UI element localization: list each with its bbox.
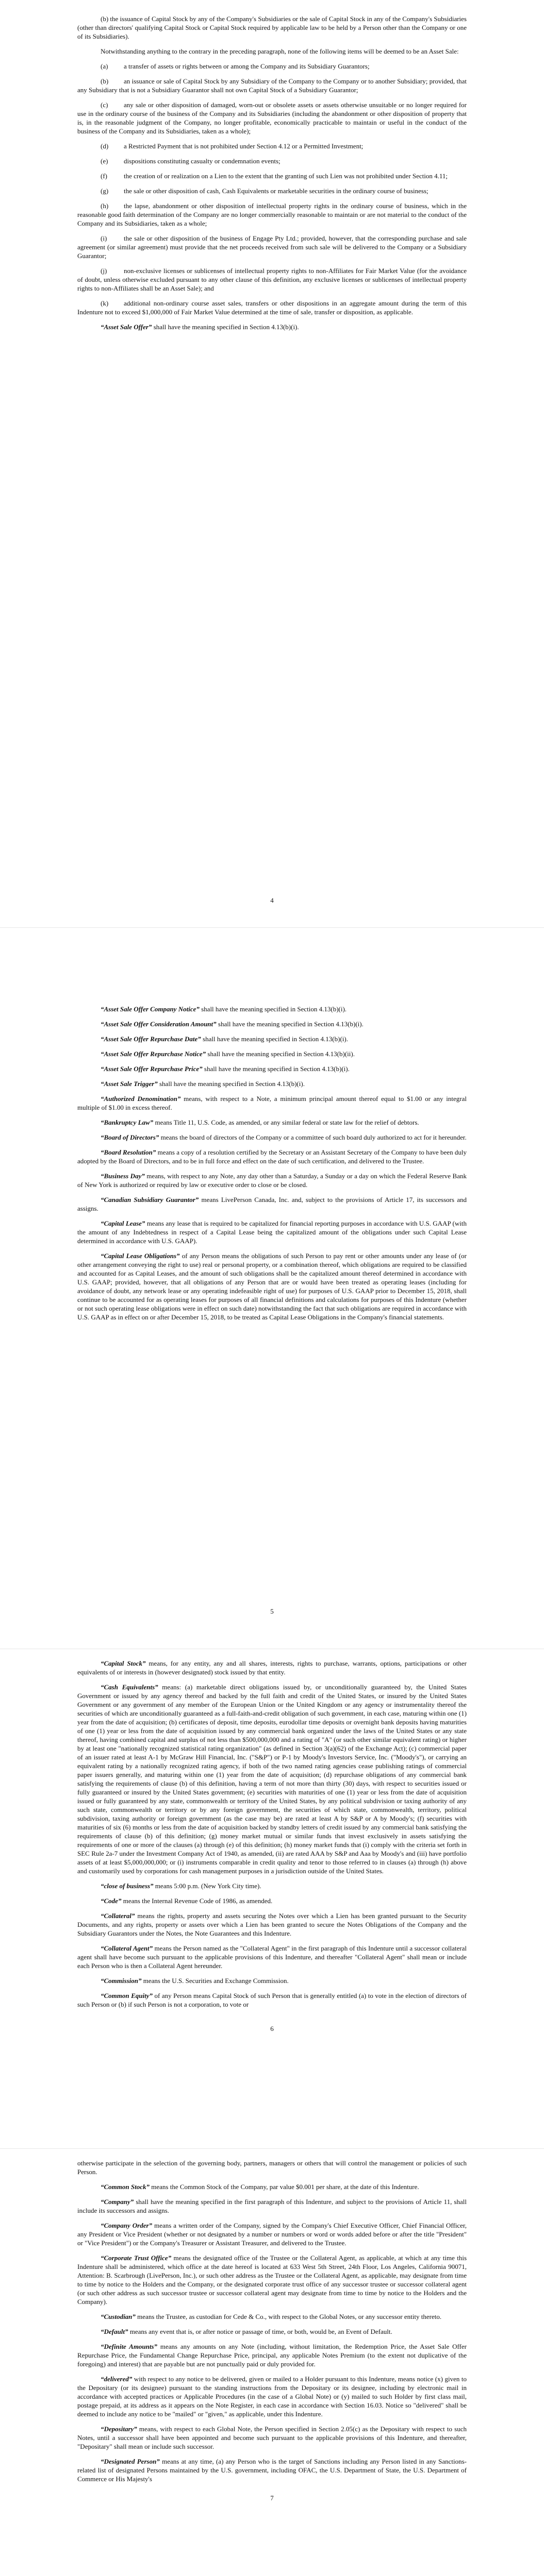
definition-paragraph xyxy=(77,1991,467,2009)
defined-term: “Asset Sale Offer Repurchase Date” xyxy=(101,1035,201,1043)
defined-term: “Company Order” xyxy=(101,2222,153,2229)
list-item xyxy=(77,187,467,195)
item-label: (e) xyxy=(101,157,108,165)
list-item xyxy=(77,299,467,316)
definition-text: means, for any entity, any and all shares, interests, rights to purchase, warrants, options, participations or other equivalents of or interests in (however designated) stock issued by that entity. xyxy=(77,1659,467,1676)
clause-b-paragraph: (b) the issuance of Capital Stock by any of the Company's Subsidiaries or the sale of Capital Stock in any of the Company's Subsidiaries (other than directors' qualifying Capital Stock or Capital Stock required by applicable law to be held by a Person other than the Company or one of its Subsidiaries). xyxy=(77,15,467,40)
defined-term: “Authorized Denomination” xyxy=(101,1095,181,1103)
defined-term: “Board Resolution” xyxy=(101,1148,156,1156)
defined-term: “Commission” xyxy=(101,1977,142,1985)
defined-term: “Cash Equivalents” xyxy=(101,1683,158,1691)
definition-paragraph xyxy=(77,1049,467,1058)
page-body xyxy=(77,1005,467,1328)
definition-text: of any Person means Capital Stock of such Person that is generally entitled (a) to vote in the election of directors of such Person or (b) if such Person is not a corporation, to vote or xyxy=(77,1992,467,2008)
defined-term: “Business Day” xyxy=(101,1172,145,1180)
defined-term: “Asset Sale Offer” xyxy=(101,323,152,331)
defined-term: “Asset Sale Trigger” xyxy=(101,1080,158,1088)
definition-paragraph xyxy=(77,1659,467,1676)
defined-term: “close of business” xyxy=(101,1882,154,1890)
defined-term: “Asset Sale Offer Company Notice” xyxy=(101,1005,200,1013)
definition-text: means, with respect to each Global Note, the Person specified in Section 2.05(c) as the Depositary with respect to such Notes, until a successor shall have been appointed and become such pursuant to the applicable provisions of this Indenture, and thereafter, "Depositary" shall mean or include such successor. xyxy=(77,2425,467,2450)
defined-term: “Common Equity” xyxy=(101,1992,153,1999)
definition-paragraph xyxy=(77,1035,467,1043)
list-item xyxy=(77,234,467,260)
definition-paragraph xyxy=(77,2342,467,2368)
definition-paragraph xyxy=(77,2197,467,2215)
definition-paragraph xyxy=(77,1683,467,1875)
definition-text: shall have the meaning specified in Section 4.13(b)(i). xyxy=(157,1080,305,1088)
item-label: (g) xyxy=(101,187,109,195)
defined-term: “Default” xyxy=(101,2328,128,2335)
definition-text: means the designated office of the Trustee or the Collateral Agent, as applicable, at which at any time this Indenture shall be administered, which office at the date hereof is located at 633 West 5th Street, 24th Floor, Los Angeles, California 90071, Attention: B. Scarbrough (LivePerson, Inc.), or such other address as the Trustee or the Collateral Agent, as applicable, may designate from time to time by notice to the Holders and the Company, or the designated corporate trust office of any successor trustee or successor collateral agent (or such other address as such successor trustee or successor collateral agent may designate from time to time by notice to the Holders and the Company). xyxy=(77,2254,467,2306)
defined-term: “Definite Amounts” xyxy=(101,2343,158,2350)
definition-paragraph xyxy=(77,2182,467,2191)
item-label: (d) xyxy=(101,142,109,150)
definition-paragraph xyxy=(77,2221,467,2247)
definition-paragraph xyxy=(77,323,467,331)
definition-paragraph xyxy=(77,1172,467,1189)
list-item xyxy=(77,157,467,165)
definition-text: shall have the meaning specified in the first paragraph of this Indenture, and subject to the provisions of Article 11, shall include its successors and assigns. xyxy=(77,2198,467,2214)
defined-term: “Canadian Subsidiary Guarantor” xyxy=(101,1196,199,1204)
list-item xyxy=(77,77,467,94)
list-item xyxy=(77,201,467,228)
definition-paragraph xyxy=(77,1094,467,1112)
defined-term: “Collateral” xyxy=(101,1912,135,1920)
item-label: (j) xyxy=(101,267,107,275)
defined-term: “Capital Lease” xyxy=(101,1219,145,1227)
definition-paragraph xyxy=(77,2375,467,2418)
list-item xyxy=(77,172,467,180)
item-label: (c) xyxy=(101,101,108,109)
definition-text: shall have the meaning specified in Section 4.13(b)(i). xyxy=(152,323,299,331)
definition-paragraph xyxy=(77,1005,467,1013)
notwithstanding-paragraph: Notwithstanding anything to the contrary in the preceding paragraph, none of the following items will be deemed to be an Asset Sale: xyxy=(101,47,459,55)
defined-term: “Board of Directors” xyxy=(101,1133,159,1141)
definition-text: means the rights, property and assets securing the Notes over which a Lien has been granted pursuant to the Security Documents, and any rights, property or assets over which a Lien has been granted to secure the Notes Obligations of the Company and the Subsidiary Guarantors under the Notes, the Note Guarantees and this Indenture. xyxy=(77,1912,467,1937)
item-text: an issuance or sale of Capital Stock by any Subsidiary of the Company to the Company or to another Subsidiary; provided, that any Subsidiary that is not a Subsidiary Guarantor shall not own Capital Stock of a Subsidiary Guarantor; xyxy=(77,77,467,94)
defined-term: “Corporate Trust Office” xyxy=(101,2254,172,2262)
definition-text: with respect to any notice to be delivered, given or mailed to a Holder pursuant to this Indenture, means notice (x) given to the Depositary (or its designee) pursuant to the standing instructions from the Depositary or its designee, including by electronic mail in accordance with accepted practices or Applicable Procedures (in the case of a Global Note) or (y) mailed to such Holder by first class mail, postage prepaid, at its address as it appears on the Note Register, in each case in accordance with Section 16.03. Notice so "delivered" shall be deemed to include any notice to be "mailed" or "given," as applicable, under this Indenture. xyxy=(77,2375,467,2418)
definition-paragraph xyxy=(77,1195,467,1213)
definition-paragraph xyxy=(77,2327,467,2336)
definition-text: means, with respect to any Note, any day other than a Saturday, a Sunday or a day on which the Federal Reserve Bank of New York is authorized or required by law or executive order to close or be closed. xyxy=(77,1172,467,1189)
document-page-4 xyxy=(0,0,544,917)
page-body xyxy=(77,14,467,337)
page-number: 6 xyxy=(270,2025,274,2032)
page-number: 4 xyxy=(270,896,274,904)
defined-term: “Asset Sale Offer Repurchase Price” xyxy=(101,1065,203,1073)
defined-term: “Depositary” xyxy=(101,2425,137,2433)
item-label: (i) xyxy=(101,234,107,242)
defined-term: “Bankruptcy Law” xyxy=(101,1118,154,1126)
list-item xyxy=(77,142,467,150)
definition-paragraph xyxy=(77,1976,467,1985)
definition-paragraph xyxy=(77,1064,467,1073)
continuation-paragraph: otherwise participate in the selection of the governing body, partners, managers or others that will control the management or policies of such Person. xyxy=(77,2159,467,2176)
defined-term: “Asset Sale Offer Consideration Amount” xyxy=(101,1020,217,1028)
page-body xyxy=(77,1659,467,2033)
definition-paragraph xyxy=(77,1882,467,1890)
list-item xyxy=(77,62,467,71)
item-text: dispositions constituting casualty or condemnation events; xyxy=(124,157,281,165)
definition-paragraph xyxy=(77,1133,467,1142)
definition-text: shall have the meaning specified in Section 4.13(b)(i). xyxy=(216,1020,364,1028)
definition-text: means a written order of the Company, signed by the Company's Chief Executive Officer, Chief Financial Officer, any President or Vice President (whether or not designated by a number or numbers or word or words added before or after the title "President" or "Vice President") or the Company's Treasurer or Assistant Treasurer, and delivered to the Trustee. xyxy=(77,2222,467,2247)
definition-text: means at any time, (a) any Person who is the target of Sanctions including any Person listed in any Sanctions-related list of designated Persons maintained by the U.S. government, including OFAC, the U.S. Department of State, the U.S. Department of Commerce or His Majesty's xyxy=(77,2458,467,2483)
defined-term: “Capital Stock” xyxy=(101,1659,146,1667)
definition-text: means any event that is, or after notice or passage of time, or both, would be, an Event of Default. xyxy=(128,2328,392,2335)
definition-text: means the Internal Revenue Code of 1986, as amended. xyxy=(121,1897,273,1905)
item-text: the sale or other disposition of the business of Engage Pty Ltd.; provided, however, that the corresponding purchase and sale agreement (or similar agreement) must provide that the net proceeds received from such sale will be delivered to the Company or a Subsidiary Guarantor; xyxy=(77,234,467,260)
document-page-7 xyxy=(0,2159,544,2576)
definition-text: means any amounts on any Note (including, without limitation, the Redemption Price, the Asset Sale Offer Repurchase Price, the Fundamental Change Repurchase Price, principal, any applicable Notes Premium (to the extent not duplicative of the foregoing) and interest) that are payable but are not punctually paid or duly provided for. xyxy=(77,2343,467,2368)
definition-paragraph xyxy=(77,1148,467,1165)
item-text: a Restricted Payment that is not prohibited under Section 4.12 or a Permitted Investment; xyxy=(124,142,364,150)
definition-paragraph xyxy=(77,1911,467,1938)
definition-text: shall have the meaning specified in Section 4.13(b)(i). xyxy=(202,1065,350,1073)
definition-text: shall have the meaning specified in Section 4.13(b)(i). xyxy=(199,1005,347,1013)
item-text: non-exclusive licenses or sublicenses of intellectual property rights to non-Affiliates for Fair Market Value (for the avoidance of doubt, unless otherwise excluded pursuant to any other clause of this definition, any exclusive licenses or sublicenses of intellectual property rights to non-Affiliates shall be an Asset Sale); and xyxy=(77,267,467,292)
definition-text: means LivePerson Canada, Inc. and, subject to the provisions of Article 17, its successors and assigns. xyxy=(77,1196,467,1212)
item-text: the sale or other disposition of cash, Cash Equivalents or marketable securities in the ordinary course of business; xyxy=(124,187,428,195)
definition-text: means: (a) marketable direct obligations issued by, or unconditionally guaranteed by, the United States Government or issued by any agency thereof and backed by the full faith and credit of the United States, or insured by the United States Government or any government of any member of the European Union or the United Kingdom or any agency or instrumentality thereof the securities of which are unconditionally guaranteed as a full-faith-and-credit obligation of such government, in each case, maturing within one (1) year from the date of acquisition; (b) certificates of deposit, time deposits, eurodollar time deposits or overnight bank deposits having maturities of one (1) year or less from the date of acquisition issued by any commercial bank organized under the laws of the United States or any state thereof, having combined capital and surplus of not less than $500,000,000 and a rating of "A" (or such other similar equivalent rating) or higher by at least one "nationally recognized statistical rating organization" (as defined in Section 3(a)(62) of the Exchange Act); (c) commercial paper of an issuer rated at least A-1 by McGraw Hill Financial, Inc. ("S&P") or P-1 by Moody's Investors Service, Inc. ("Moody's"), or carrying an equivalent rating by a nationally recognized rating agency, if both of the two named rating agencies cease publishing ratings of commercial paper issuers generally, and maturing within one (1) year from the date of acquisition; (d) repurchase obligations of any commercial bank satisfying the requirements of clause (b) of this definition, having a term of not more than thirty (30) days, with respect to securities issued or fully guaranteed or insured by the United States government; (e) securities with maturities of one (1) year or less from the date of acquisition issued or fully guaranteed by any state, commonwealth or territory of the United States, by any political subdivision or taxing authority of any such state, commonwealth or territory or by any foreign government, the securities of which state, commonwealth, territory, political subdivision, taxing authority or foreign government (as the case may be) are rated at least A by S&P or A by Moody's; (f) securities with maturities of six (6) months or less from the date of acquisition backed by standby letters of credit issued by any commercial bank satisfying the requirements of clause (b) of this definition; (g) money market mutual or similar funds that invest exclusively in assets satisfying the requirements of one or more of the clauses (a) through (e) of this definition; (h) money market funds that (i) comply with the criteria set forth in SEC Rule 2a-7 under the Investment Company Act of 1940, as amended, (ii) are rated AAA by S&P and Aaa by Moody's and (iii) have portfolio assets of at least $5,000,000,000; or (i) instruments comparable in credit quality and tenor to those referred to in clauses (a) through (h) above and customarily used by corporations for cash management purposes in a jurisdiction outside of the United States. xyxy=(77,1683,467,1875)
definition-text: shall have the meaning specified in Section 4.13(b)(ii). xyxy=(206,1050,355,1058)
item-text: the lapse, abandonment or other disposition of intellectual property rights in the ordinary course of business, which in the reasonable good faith determination of the Company are no longer commercially reasonable to maintain or are not material to the conduct of the Company and its Subsidiaries, taken as a whole; xyxy=(77,202,467,227)
item-label: (b) xyxy=(101,77,109,85)
definition-text: of any Person means the obligations of such Person to pay rent or other amounts under any lease of (or other arrangement conveying the right to use) real or personal property, or a combination thereof, which obligations are required to be classified and accounted for as Capital Leases, and the amount of such obligations shall be the capitalized amount thereof determined in accordance with U.S. GAAP; provided, however, that all obligations of any Person that are or would have been treated as operating leases (including for avoidance of doubt, any network lease or any operating indefeasible right of use) for purposes of U.S. GAAP prior to December 15, 2018, shall continue to be accounted for as operating leases for purposes of all financial definitions and calculations for purposes of this Indenture (whether or not such operating lease obligations were in effect on such date) notwithstanding the fact that such obligations are required in accordance with U.S. GAAP as in effect on or after December 15, 2018, to be treated as Capital Lease Obligations in the Company's financial statements. xyxy=(77,1252,467,1321)
definition-text: means the board of directors of the Company or a committee of such board duly authorized to act for it hereunder. xyxy=(159,1133,467,1141)
definition-paragraph xyxy=(77,1944,467,1970)
item-label: (f) xyxy=(101,172,107,180)
defined-term: “Company” xyxy=(101,2198,134,2206)
definition-paragraph xyxy=(77,1079,467,1088)
definition-paragraph xyxy=(77,2253,467,2306)
defined-term: “Collateral Agent” xyxy=(101,1944,153,1952)
page-number: 7 xyxy=(270,2494,274,2502)
defined-term: “Designated Person” xyxy=(101,2458,160,2465)
page-divider xyxy=(0,2148,544,2149)
list-item xyxy=(77,100,467,135)
definition-paragraph xyxy=(77,1118,467,1127)
defined-term: “Common Stock” xyxy=(101,2183,150,2191)
defined-term: “Capital Lease Obligations” xyxy=(101,1252,180,1260)
page-number: 5 xyxy=(270,1607,274,1615)
item-label: (a) xyxy=(101,62,108,70)
item-text: any sale or other disposition of damaged, worn-out or obsolete assets or assets otherwise unsuitable or no longer required for use in the ordinary course of the business of the Company and its Subsidiaries (including the abandonment or other disposition of property that is, in the reasonable judgment of the Company, no longer profitable, economically practicable to maintain or useful in the conduct of the business of the Company and its Subsidiaries, taken as a whole); xyxy=(77,101,467,135)
page-body xyxy=(77,2159,467,2502)
definition-paragraph xyxy=(77,1896,467,1905)
definition-paragraph xyxy=(77,1251,467,1321)
definition-text: means the U.S. Securities and Exchange Commission. xyxy=(141,1977,289,1985)
asset-sale-exclusions-list xyxy=(77,62,467,316)
item-text: the creation of or realization on a Lien to the extent that the granting of such Lien was not prohibited under Section 4.11; xyxy=(124,172,448,180)
definition-text: means 5:00 p.m. (New York City time). xyxy=(153,1882,261,1890)
definition-text: means the Common Stock of the Company, par value $0.001 per share, at the date of this Indenture. xyxy=(150,2183,419,2191)
list-item xyxy=(77,266,467,293)
document-page-6 xyxy=(0,1659,544,2123)
definition-text: means any lease that is required to be capitalized for financial reporting purposes in accordance with U.S. GAAP (with the amount of any Indebtedness in respect of a Capital Lease being the capitalized amount of the obligations under such Capital Lease determined in accordance with U.S. GAAP). xyxy=(77,1219,467,1245)
defined-term: “delivered” xyxy=(101,2375,133,2383)
item-label: (h) xyxy=(101,202,109,210)
definition-text: means the Person named as the "Collateral Agent" in the first paragraph of this Indenture until a successor collateral agent shall have become such pursuant to the applicable provisions of this Indenture, and thereafter "Collateral Agent" shall mean or include each Person who is then a Collateral Agent hereunder. xyxy=(77,1944,467,1970)
item-text: a transfer of assets or rights between or among the Company and its Subsidiary Guarantors; xyxy=(124,62,370,70)
definition-paragraph xyxy=(77,2457,467,2483)
defined-term: “Asset Sale Offer Repurchase Notice” xyxy=(101,1050,206,1058)
definition-text: means the Trustee, as custodian for Cede & Co., with respect to the Global Notes, or any successor entity thereto. xyxy=(135,2313,442,2320)
definition-text: means, with respect to a Note, a minimum principal amount thereof equal to $1.00 or any integral multiple of $1.00 in excess thereof. xyxy=(77,1095,467,1111)
page-divider xyxy=(0,927,544,928)
definition-paragraph xyxy=(77,1020,467,1028)
definition-text: means a copy of a resolution certified by the Secretary or an Assistant Secretary of the Company to have been duly adopted by the Board of Directors, and to be in full force and effect on the date of such certification, and delivered to the Trustee. xyxy=(77,1148,467,1165)
definition-text: means Title 11, U.S. Code, as amended, or any similar federal or state law for the relief of debtors. xyxy=(153,1118,419,1126)
item-label: (k) xyxy=(101,299,109,307)
definition-paragraph xyxy=(77,1219,467,1245)
definition-paragraph xyxy=(77,2425,467,2451)
item-text: additional non-ordinary course asset sales, transfers or other dispositions in an aggregate amount during the term of this Indenture not to exceed $1,000,000 of Fair Market Value determined at the time of sale, transfer or disposition, as applicable. xyxy=(77,299,467,316)
defined-term: “Code” xyxy=(101,1897,122,1905)
defined-term: “Custodian” xyxy=(101,2313,136,2320)
definition-paragraph xyxy=(77,2312,467,2321)
definition-text: shall have the meaning specified in Section 4.13(b)(i). xyxy=(201,1035,348,1043)
